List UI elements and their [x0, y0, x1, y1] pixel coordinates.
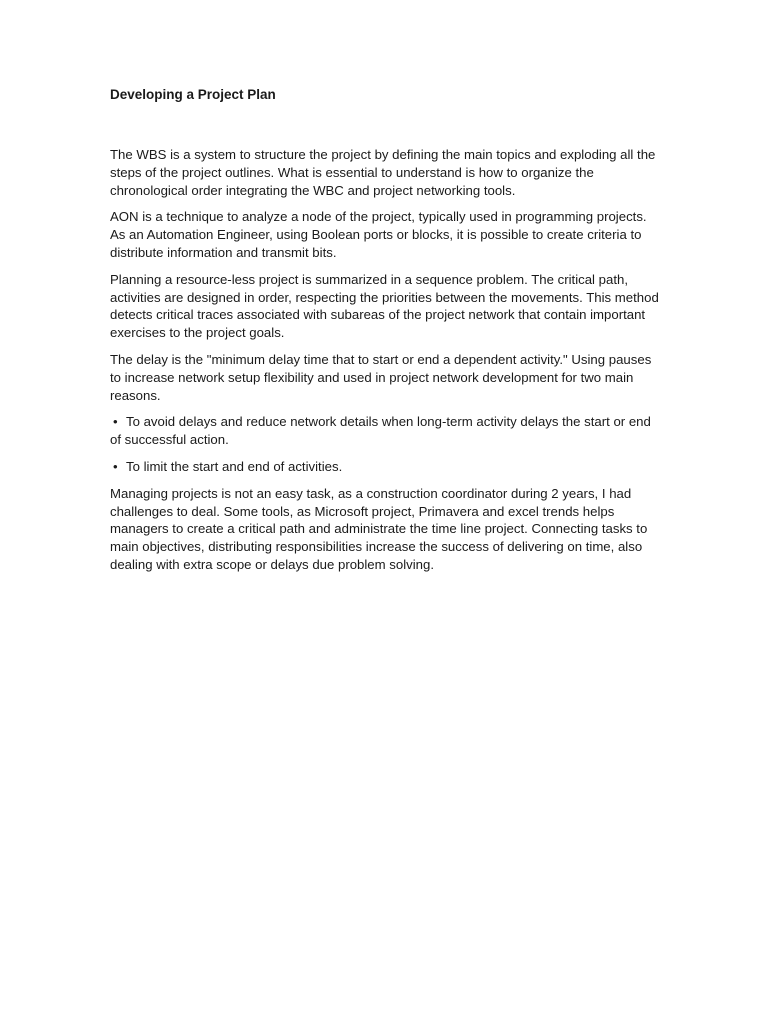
paragraph-aon: AON is a technique to analyze a node of the project, typically used in programming projects. As an Automation Engineer, using Boolean ports or blocks, it is possible to create criteria to distribute information and transmit bits.: [110, 209, 647, 260]
bullet-item-avoid-delays: [110, 413, 662, 449]
document-title: Developing a Project Plan: [110, 87, 276, 102]
bullet-icon: •: [113, 414, 118, 430]
bullet-item-limit-activities: [110, 458, 662, 476]
bullet-text: To avoid delays and reduce network details when long-term activity delays the start or end of successful action.: [110, 414, 651, 448]
paragraph-wbs: The WBS is a system to structure the project by defining the main topics and exploding all the steps of the project outlines. What is essential to understand is how to organize the chronological order integrating the WBC and project networking tools.: [110, 147, 656, 198]
bullet-text: To limit the start and end of activities.: [126, 458, 343, 474]
paragraph-managing-projects: Managing projects is not an easy task, as a construction coordinator during 2 years, I had challenges to deal. Some tools, as Microsoft project, Primavera and excel trends helps managers to create a critical path and administrate the time line project. Connecting tasks to main objectives, distributing responsibilities increase the success of delivering on time, also dealing with extra scope or delays due problem solving.: [110, 485, 648, 572]
paragraph-critical-path: Planning a resource-less project is summarized in a sequence problem. The critical path, activities are designed in order, respecting the priorities between the movements. This method detects critical traces associated with subareas of the project network that contain important exercises to the project goals.: [110, 271, 659, 341]
document-body: [110, 86, 662, 583]
paragraph-delay: The delay is the "minimum delay time that to start or end a dependent activity." Using pauses to increase network setup flexibility and used in project network development for two main reasons.: [110, 351, 652, 403]
bullet-icon: •: [113, 458, 118, 474]
